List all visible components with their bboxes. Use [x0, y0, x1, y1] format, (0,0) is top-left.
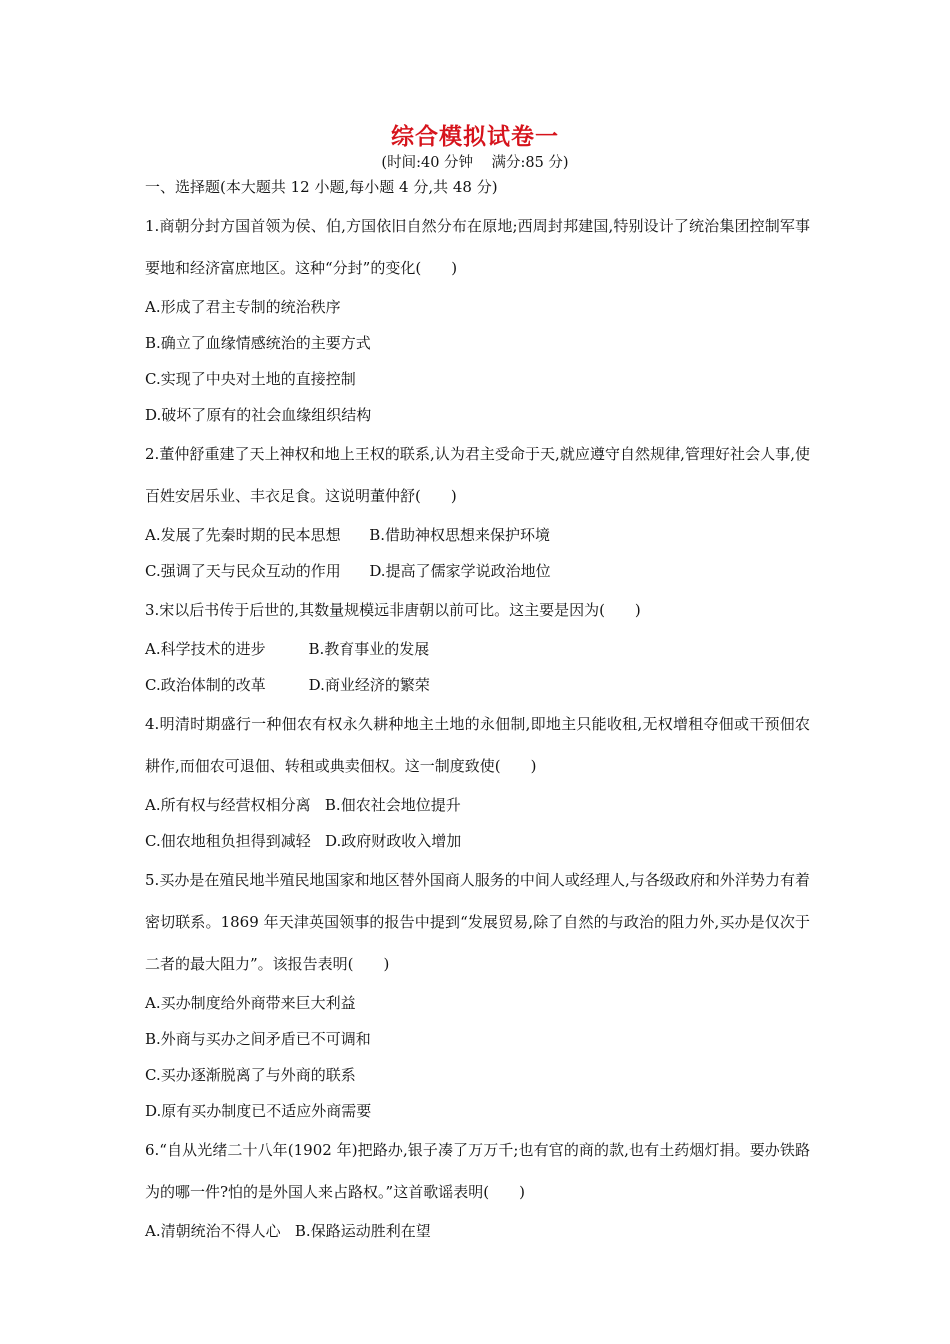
- option-row-ab: A.发展了先秦时期的民本思想 B.借助神权思想来保护环境: [145, 526, 551, 544]
- option-a: A.买办制度给外商带来巨大利益: [145, 994, 356, 1012]
- question-stem: 6.“自从光绪二十八年(1902 年)把路办,银子凑了万万千;也有官的商的款,也有土药烟灯捐。要办铁路为的哪一件?怕的是外国人来占路权。”这首歌谣表明( ): [145, 1141, 810, 1201]
- exam-time-score: (时间:40 分钟 满分:85 分): [381, 155, 569, 171]
- question-stem: 3.宋以后书传于后世的,其数量规模远非唐朝以前可比。这主要是因为( ): [145, 601, 641, 619]
- option-row-cd: C.政治体制的改革 D.商业经济的繁荣: [145, 676, 430, 694]
- section-heading: 一、选择题(本大题共 12 小题,每小题 4 分,共 48 分): [145, 178, 498, 196]
- question-stem: 2.董仲舒重建了天上神权和地上王权的联系,认为君主受命于天,就应遵守自然规律,管理好社会人事,使百姓安居乐业、丰衣足食。这说明董仲舒( ): [145, 445, 810, 505]
- option-row-ab: A.清朝统治不得人心 B.保路运动胜利在望: [145, 1222, 431, 1240]
- question-list: [145, 205, 810, 1249]
- question-1: [145, 205, 810, 433]
- option-row-cd: C.强调了天与民众互动的作用 D.提高了儒家学说政治地位: [145, 562, 551, 580]
- option-b: B.确立了血缘情感统治的主要方式: [145, 334, 371, 352]
- question-stem: 4.明清时期盛行一种佃农有权永久耕种地主土地的永佃制,即地主只能收租,无权增租夺佃或干预佃农耕作,而佃农可退佃、转租或典卖佃权。这一制度致使( ): [145, 715, 810, 775]
- option-row-ab: A.所有权与经营权相分离 B.佃农社会地位提升: [145, 796, 461, 814]
- option-b: B.外商与买办之间矛盾已不可调和: [145, 1030, 371, 1048]
- option-d: D.原有买办制度已不适应外商需要: [145, 1102, 372, 1120]
- option-a: A.形成了君主专制的统治秩序: [145, 298, 341, 316]
- page-title: 综合模拟试卷一: [391, 124, 559, 150]
- option-row-ab: A.科学技术的进步 B.教育事业的发展: [145, 640, 430, 658]
- question-stem: 1.商朝分封方国首领为侯、伯,方国依旧自然分布在原地;西周封邦建国,特别设计了统治集团控制军事要地和经济富庶地区。这种“分封”的变化( ): [145, 217, 810, 277]
- option-d: D.破坏了原有的社会血缘组织结构: [145, 406, 372, 424]
- question-stem: 5.买办是在殖民地半殖民地国家和地区替外国商人服务的中间人或经理人,与各级政府和外洋势力有着密切联系。1869 年天津英国领事的报告中提到“发展贸易,除了自然的与政治的阻力外,买办是仅次于二者的最大阻力”。该报告表明( ): [145, 871, 810, 973]
- question-2: [145, 433, 810, 589]
- question-3: [145, 589, 810, 703]
- question-4: [145, 703, 810, 859]
- question-5: [145, 859, 810, 1129]
- question-6: [145, 1129, 810, 1249]
- option-row-cd: C.佃农地租负担得到减轻 D.政府财政收入增加: [145, 832, 462, 850]
- option-c: C.买办逐渐脱离了与外商的联系: [145, 1066, 356, 1084]
- option-c: C.实现了中央对土地的直接控制: [145, 370, 356, 388]
